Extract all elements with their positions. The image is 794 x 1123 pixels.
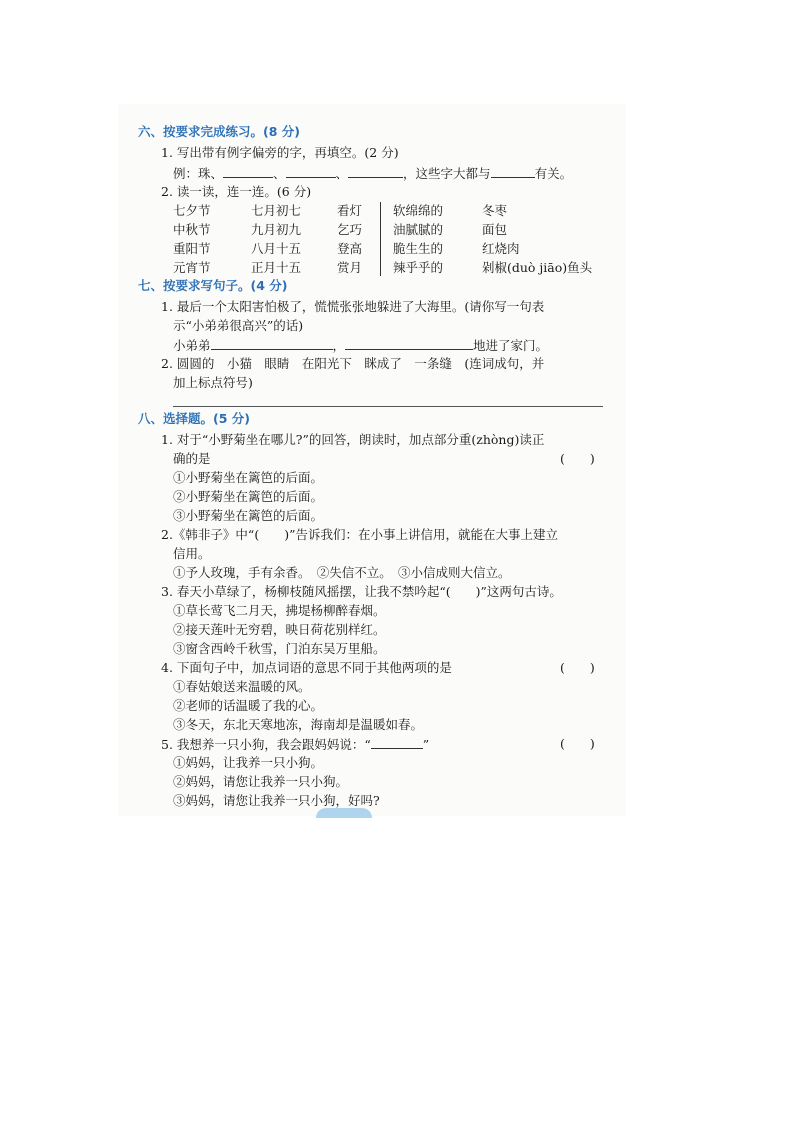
left-col3-row2: 乞巧 bbox=[337, 222, 363, 237]
page-corner-decoration bbox=[316, 808, 372, 818]
s6-q1-mid: ，这些字大都与 bbox=[403, 166, 491, 181]
s8-q5-answer-paren[interactable]: ( ) bbox=[560, 736, 595, 751]
s8-q3-opt2: ②接天莲叶无穷碧，映日荷花别样红。 bbox=[173, 622, 386, 637]
s7-q1-fill-line bbox=[173, 337, 548, 354]
s8-q5-suffix: ” bbox=[422, 737, 430, 752]
left-col1-row3: 重阳节 bbox=[173, 241, 211, 256]
blank-4[interactable] bbox=[491, 165, 535, 178]
right-col1-row3: 脆生生的 bbox=[393, 241, 444, 256]
s8-q5-blank[interactable] bbox=[371, 736, 423, 749]
section-8-header: 八、选择题。(5 分) bbox=[138, 411, 250, 426]
s8-q1-opt3: ③小野菊坐在篱笆的后面。 bbox=[173, 508, 324, 523]
right-col2-row1: 冬枣 bbox=[482, 203, 508, 218]
s7-q1-line1: 1. 最后一个太阳害怕极了，慌慌张张地躲进了大海里。(请你写一句表 bbox=[161, 299, 545, 314]
s8-q2-line1: 2.《韩非子》中“( )”告诉我们：在小事上讲信用，就能在大事上建立 bbox=[161, 527, 558, 542]
s6-q1-end: 有关。 bbox=[534, 166, 573, 181]
right-col2-row2: 面包 bbox=[482, 222, 508, 237]
right-col2-row3: 红烧肉 bbox=[482, 241, 520, 256]
s8-q5-opt1: ①妈妈，让我养一只小狗。 bbox=[173, 755, 324, 770]
section-6-header: 六、按要求完成练习。(8 分) bbox=[138, 124, 300, 139]
left-col3-row4: 赏月 bbox=[337, 260, 363, 275]
s7-blank-2[interactable] bbox=[345, 337, 473, 350]
s8-q5-prefix: 5. 我想养一只小狗，我会跟妈妈说：“ bbox=[161, 737, 371, 752]
s7-q2-line2: 加上标点符号) bbox=[173, 375, 253, 390]
s8-q5-opt3: ③妈妈，请您让我养一只小狗，好吗? bbox=[173, 793, 380, 808]
right-col2-row4: 剁椒(duò jiāo)鱼头 bbox=[482, 260, 593, 275]
s8-q1-line1: 1. 对于“小野菊坐在哪儿?”的回答，朗读时，加点部分重(zhòng)读正 bbox=[161, 432, 545, 447]
s8-q1-opt2: ②小野菊坐在篱笆的后面。 bbox=[173, 489, 324, 504]
right-col1-row1: 软绵绵的 bbox=[393, 203, 444, 218]
s6-q1: 1. 写出带有例字偏旁的字，再填空。(2 分) bbox=[161, 145, 399, 160]
s7-fill-comma: ， bbox=[332, 338, 346, 353]
s8-q2-opts: ①予人玫瑰，手有余香。 ②失信不立。 ③小信成则大信立。 bbox=[173, 565, 511, 580]
left-col2-row1: 七月初七 bbox=[251, 203, 302, 218]
s7-q2-answer-line[interactable] bbox=[173, 406, 603, 407]
left-col1-row4: 元宵节 bbox=[173, 260, 211, 275]
s8-q3-opt3: ③窗含西岭千秋雪，门泊东吴万里船。 bbox=[173, 641, 386, 656]
blank-1[interactable] bbox=[223, 165, 273, 178]
s8-q4-answer-paren[interactable]: ( ) bbox=[560, 660, 595, 675]
s7-q2-line1: 2. 圆圆的 小猫 眼睛 在阳光下 眯成了 一条缝 (连词成句，并 bbox=[161, 356, 545, 371]
left-col1-row1: 七夕节 bbox=[173, 203, 211, 218]
s6-q2: 2. 读一读，连一连。(6 分) bbox=[161, 184, 312, 199]
s8-q4-opt1: ①春姑娘送来温暖的风。 bbox=[173, 679, 311, 694]
s6-q1-fill-line bbox=[173, 165, 572, 182]
s8-q2-line2: 信用。 bbox=[173, 546, 211, 561]
table-divider bbox=[380, 202, 381, 276]
s8-q3-opt1: ①草长莺飞二月天，拂堤杨柳醉春烟。 bbox=[173, 603, 386, 618]
s8-q5-opt2: ②妈妈，请您让我养一只小狗。 bbox=[173, 774, 349, 789]
section-7-header: 七、按要求写句子。(4 分) bbox=[138, 278, 288, 293]
s7-fill-end: 地进了家门。 bbox=[473, 338, 549, 353]
left-col1-row2: 中秋节 bbox=[173, 222, 211, 237]
s8-q3-line1: 3. 春天小草绿了，杨柳枝随风摇摆，让我不禁吟起“( )”这两句古诗。 bbox=[161, 584, 562, 599]
blank-2[interactable] bbox=[286, 165, 336, 178]
right-col1-row2: 油腻腻的 bbox=[393, 222, 444, 237]
right-col1-row4: 辣乎乎的 bbox=[393, 260, 444, 275]
s8-q4-opt2: ②老师的话温暖了我的心。 bbox=[173, 698, 324, 713]
s8-q1-line2: 确的是 bbox=[173, 451, 211, 466]
s7-fill-start: 小弟弟 bbox=[173, 338, 211, 353]
left-col2-row3: 八月十五 bbox=[251, 241, 302, 256]
s8-q1-opt1: ①小野菊坐在篱笆的后面。 bbox=[173, 470, 324, 485]
s7-q1-line2: 示“小弟弟很高兴”的话) bbox=[173, 318, 304, 333]
s6-q1-sep-2: 、 bbox=[335, 166, 349, 181]
blank-3[interactable] bbox=[348, 165, 403, 178]
s6-q1-sep-1: 、 bbox=[273, 166, 286, 181]
s8-q5-line1 bbox=[161, 736, 429, 753]
s8-q4-opt3: ③冬天，东北天寒地冻，海南却是温暖如春。 bbox=[173, 717, 424, 732]
left-col3-row1: 看灯 bbox=[337, 203, 363, 218]
left-col2-row4: 正月十五 bbox=[251, 260, 302, 275]
s7-blank-1[interactable] bbox=[211, 337, 333, 350]
s8-q1-answer-paren[interactable]: ( ) bbox=[560, 451, 595, 466]
s8-q4-line1: 4. 下面句子中，加点词语的意思不同于其他两项的是 bbox=[161, 660, 452, 675]
left-col2-row2: 九月初九 bbox=[251, 222, 302, 237]
s6-q1-example: 例：珠、 bbox=[173, 166, 224, 181]
left-col3-row3: 登高 bbox=[337, 241, 363, 256]
